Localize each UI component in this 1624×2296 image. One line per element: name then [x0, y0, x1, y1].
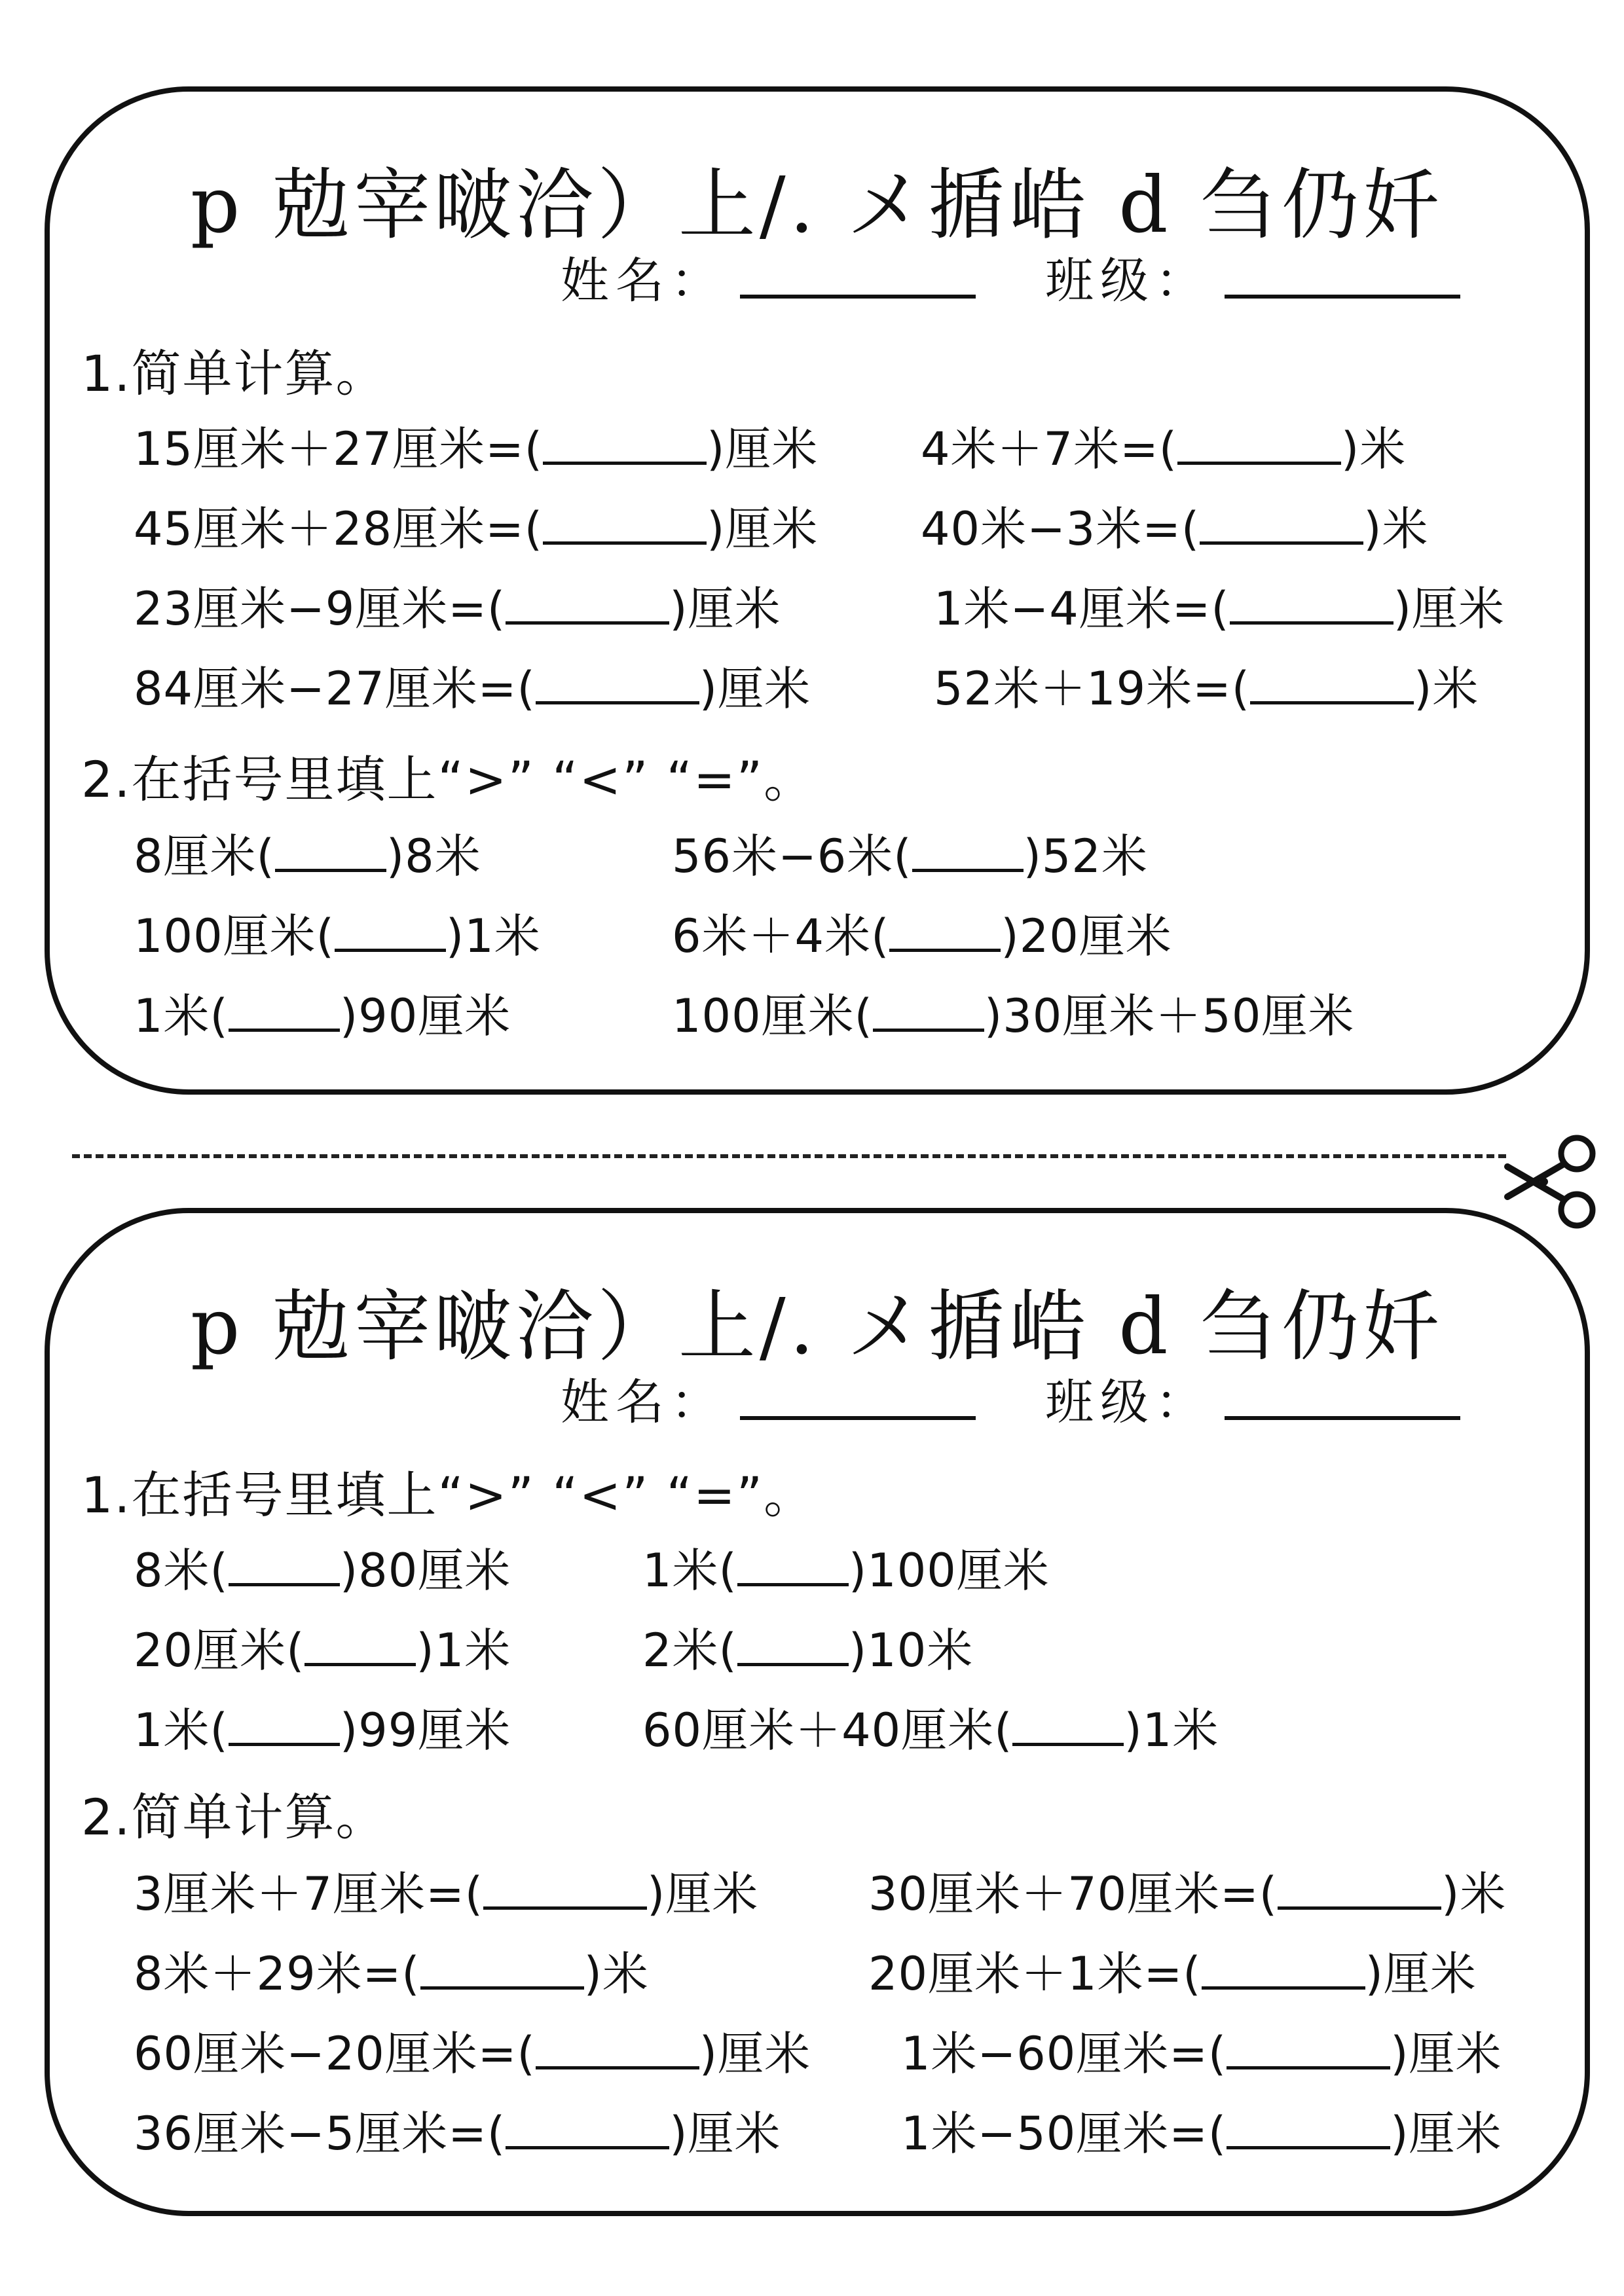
problem-unit: )厘米: [707, 502, 819, 556]
problem-row: [134, 2017, 811, 2083]
answer-blank[interactable]: [506, 2113, 669, 2149]
compare-blank[interactable]: [335, 916, 446, 952]
problem-unit: )米: [1341, 422, 1407, 476]
compare-text: 1米(: [134, 1704, 229, 1757]
problem-row: [134, 652, 811, 718]
problem-text: 23厘米−9厘米=(: [134, 582, 506, 636]
compare-row: [134, 1614, 511, 1680]
worksheet-title: p 勊宰啵洽）上/. メ揗峼 d 刍仍奷: [190, 1281, 1445, 1372]
compare-row: [672, 979, 1354, 1046]
problem-text: 40米−3米=(: [921, 502, 1200, 556]
problem-unit: )厘米: [1393, 582, 1505, 636]
name-field: [561, 1364, 976, 1433]
problem-row: [934, 652, 1479, 718]
answer-blank[interactable]: [1177, 429, 1341, 465]
problem-row: [134, 2097, 781, 2163]
compare-row: [134, 979, 511, 1046]
problem-unit: )厘米: [1390, 2027, 1502, 2081]
compare-row: [672, 900, 1172, 966]
problem-unit: )厘米: [669, 2107, 781, 2160]
problem-row: [134, 492, 818, 558]
compare-text: 100厘米(: [134, 909, 335, 963]
compare-blank[interactable]: [304, 1630, 416, 1666]
compare-text: 2米(: [642, 1624, 737, 1677]
problem-unit: )厘米: [699, 662, 811, 716]
compare-text: )1米: [416, 1624, 511, 1677]
worksheet-card-2: [45, 1208, 1590, 2216]
compare-blank[interactable]: [737, 1550, 849, 1586]
answer-blank[interactable]: [543, 429, 707, 465]
compare-text: 20厘米(: [134, 1624, 305, 1677]
name-blank[interactable]: [740, 1377, 976, 1420]
answer-blank[interactable]: [1278, 1874, 1441, 1910]
compare-text: )52米: [1023, 829, 1148, 883]
problem-text: 15厘米＋27厘米=(: [134, 422, 544, 476]
problem-unit: )厘米: [647, 1867, 759, 1921]
problem-row: [868, 1857, 1506, 1923]
problem-row: [134, 572, 781, 638]
compare-text: 56米−6米(: [672, 829, 912, 883]
compare-blank[interactable]: [912, 836, 1024, 872]
problem-row: [921, 412, 1406, 479]
compare-text: 60厘米＋40厘米(: [642, 1704, 1013, 1757]
problem-text: 36厘米−5厘米=(: [134, 2107, 506, 2160]
scissors-icon: [1500, 1133, 1598, 1231]
problem-unit: )米: [1441, 1867, 1507, 1921]
problem-row: [921, 492, 1429, 558]
compare-text: 8米(: [134, 1544, 229, 1597]
class-blank[interactable]: [1225, 255, 1460, 299]
compare-blank[interactable]: [737, 1630, 849, 1666]
problem-text: 45厘米＋28厘米=(: [134, 502, 544, 556]
compare-blank[interactable]: [889, 916, 1001, 952]
compare-row: [642, 1694, 1219, 1760]
section-2-title: 2.在括号里填上“>” “<” “=”。: [81, 750, 815, 809]
answer-blank[interactable]: [420, 1954, 584, 1990]
problem-row: [134, 1937, 649, 2003]
class-blank[interactable]: [1225, 1377, 1460, 1420]
problem-row: [934, 572, 1505, 638]
compare-text: )80厘米: [339, 1544, 511, 1597]
compare-blank[interactable]: [229, 1550, 340, 1586]
compare-blank[interactable]: [229, 996, 340, 1032]
answer-blank[interactable]: [1200, 509, 1363, 545]
worksheet-title: p 勊宰啵洽）上/. メ揗峼 d 刍仍奷: [190, 160, 1445, 250]
name-field: [561, 242, 976, 312]
compare-blank[interactable]: [1012, 1710, 1124, 1746]
problem-text: 1米−60厘米=(: [901, 2027, 1227, 2081]
section-1-title: 1.在括号里填上“>” “<” “=”。: [81, 1466, 815, 1524]
problem-text: 84厘米−27厘米=(: [134, 662, 536, 716]
answer-blank[interactable]: [483, 1874, 647, 1910]
answer-blank[interactable]: [1227, 2113, 1390, 2149]
compare-text: )100厘米: [848, 1544, 1050, 1597]
answer-blank[interactable]: [1227, 2033, 1390, 2069]
problem-text: 8米＋29米=(: [134, 1947, 420, 2001]
section-2-title: 2.简单计算。: [81, 1788, 387, 1846]
problem-text: 52米＋19米=(: [934, 662, 1251, 716]
problem-row: [134, 412, 818, 479]
problem-row: [901, 2017, 1502, 2083]
compare-text: )8米: [386, 829, 481, 883]
compare-text: )99厘米: [339, 1704, 511, 1757]
answer-blank[interactable]: [1202, 1954, 1365, 1990]
compare-text: 6米＋4米(: [672, 909, 890, 963]
problem-unit: )厘米: [669, 582, 781, 636]
class-label: 班级：: [1045, 253, 1210, 309]
compare-blank[interactable]: [275, 836, 386, 872]
compare-text: )1米: [1124, 1704, 1219, 1757]
compare-text: 1米(: [134, 989, 229, 1043]
cut-line: [72, 1154, 1506, 1158]
compare-row: [672, 820, 1148, 886]
problem-text: 4米＋7米=(: [921, 422, 1178, 476]
problem-unit: )米: [583, 1947, 649, 2001]
problem-text: 20厘米＋1米=(: [868, 1947, 1202, 2001]
compare-row: [642, 1534, 1050, 1600]
problem-unit: )厘米: [699, 2027, 811, 2081]
answer-blank[interactable]: [1250, 668, 1414, 704]
problem-unit: )厘米: [707, 422, 819, 476]
problem-row: [868, 1937, 1477, 2003]
compare-row: [134, 1534, 511, 1600]
problem-unit: )厘米: [1365, 1947, 1477, 2001]
name-label: 姓名：: [561, 253, 726, 309]
class-field: [1045, 1364, 1460, 1433]
problem-unit: )米: [1414, 662, 1479, 716]
name-label: 姓名：: [561, 1374, 726, 1430]
compare-row: [134, 900, 541, 966]
problem-text: 1米−4厘米=(: [934, 582, 1230, 636]
compare-text: 8厘米(: [134, 829, 275, 883]
answer-blank[interactable]: [536, 2033, 699, 2069]
answer-blank[interactable]: [506, 589, 669, 625]
compare-text: )20厘米: [1001, 909, 1172, 963]
compare-row: [134, 820, 481, 886]
compare-text: 1米(: [642, 1544, 737, 1597]
problem-text: 30厘米＋70厘米=(: [868, 1867, 1278, 1921]
answer-blank[interactable]: [543, 509, 707, 545]
class-label: 班级：: [1045, 1374, 1210, 1430]
compare-row: [642, 1614, 973, 1680]
class-field: [1045, 242, 1460, 312]
problem-row: [901, 2097, 1502, 2163]
worksheet-card-1: [45, 86, 1590, 1095]
compare-text: )30厘米＋50厘米: [984, 989, 1355, 1043]
compare-blank[interactable]: [873, 996, 984, 1032]
compare-text: )90厘米: [339, 989, 511, 1043]
problem-unit: )厘米: [1390, 2107, 1502, 2160]
compare-blank[interactable]: [229, 1710, 340, 1746]
problem-text: 3厘米＋7厘米=(: [134, 1867, 484, 1921]
problem-text: 1米−50厘米=(: [901, 2107, 1227, 2160]
compare-row: [134, 1694, 511, 1760]
problem-text: 60厘米−20厘米=(: [134, 2027, 536, 2081]
name-blank[interactable]: [740, 255, 976, 299]
problem-unit: )米: [1363, 502, 1429, 556]
compare-text: )10米: [848, 1624, 974, 1677]
answer-blank[interactable]: [536, 668, 699, 704]
section-1-title: 1.简单计算。: [81, 344, 387, 403]
compare-text: 100厘米(: [672, 989, 873, 1043]
compare-text: )1米: [445, 909, 541, 963]
problem-row: [134, 1857, 758, 1923]
answer-blank[interactable]: [1230, 589, 1393, 625]
